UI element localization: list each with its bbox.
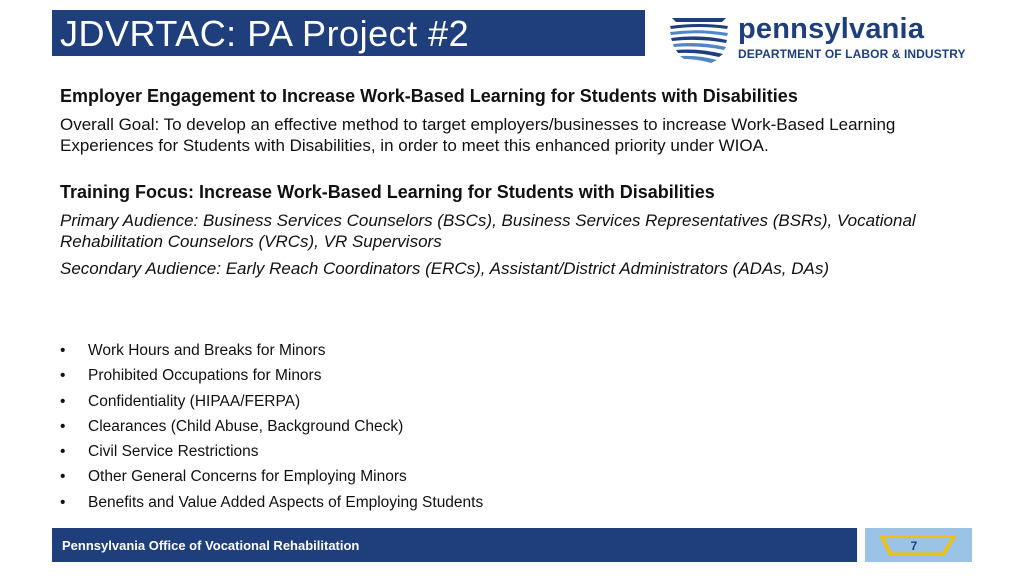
logo-subtitle: DEPARTMENT OF LABOR & INDUSTRY: [738, 47, 966, 61]
list-item: • Prohibited Occupations for Minors: [60, 363, 483, 388]
slide-title: JDVRTAC: PA Project #2: [60, 13, 470, 54]
list-item: • Other General Concerns for Employing Minors: [60, 464, 483, 489]
keystone-logo-icon: [664, 14, 734, 66]
footer-text: Pennsylvania Office of Vocational Rehabilitation: [62, 538, 360, 553]
footer-divider: [857, 528, 865, 562]
section1-heading: Employer Engagement to Increase Work-Based Learning for Students with Disabilities: [60, 86, 798, 106]
slide-content: [60, 84, 980, 279]
pa-logo: [664, 12, 994, 70]
topic-list: [60, 338, 483, 515]
list-item: • Work Hours and Breaks for Minors: [60, 338, 483, 363]
overall-goal-text: Overall Goal: To develop an effective method to target employers/businesses to increase Work-Based Learning Experiences for Students with Disabilities, in order to meet this enhanced priority under WIOA.: [60, 115, 896, 155]
list-item: • Clearances (Child Abuse, Background Check): [60, 414, 483, 439]
page-number: 7: [910, 539, 918, 553]
logo-wordmark: pennsylvania: [738, 13, 925, 45]
section2-heading: Training Focus: Increase Work-Based Learning for Students with Disabilities: [60, 182, 715, 202]
secondary-audience-text: Secondary Audience: Early Reach Coordinators (ERCs), Assistant/District Administrators (ADAs, DAs): [60, 259, 830, 278]
list-item: • Confidentiality (HIPAA/FERPA): [60, 389, 483, 414]
primary-audience-text: Primary Audience: Business Services Counselors (BSCs), Business Services Representatives (BSRs), Vocational Rehabilitation Counselors (VRCs), VR Supervisors: [60, 211, 916, 251]
list-item: • Civil Service Restrictions: [60, 439, 483, 464]
list-item: • Benefits and Value Added Aspects of Employing Students: [60, 490, 483, 515]
